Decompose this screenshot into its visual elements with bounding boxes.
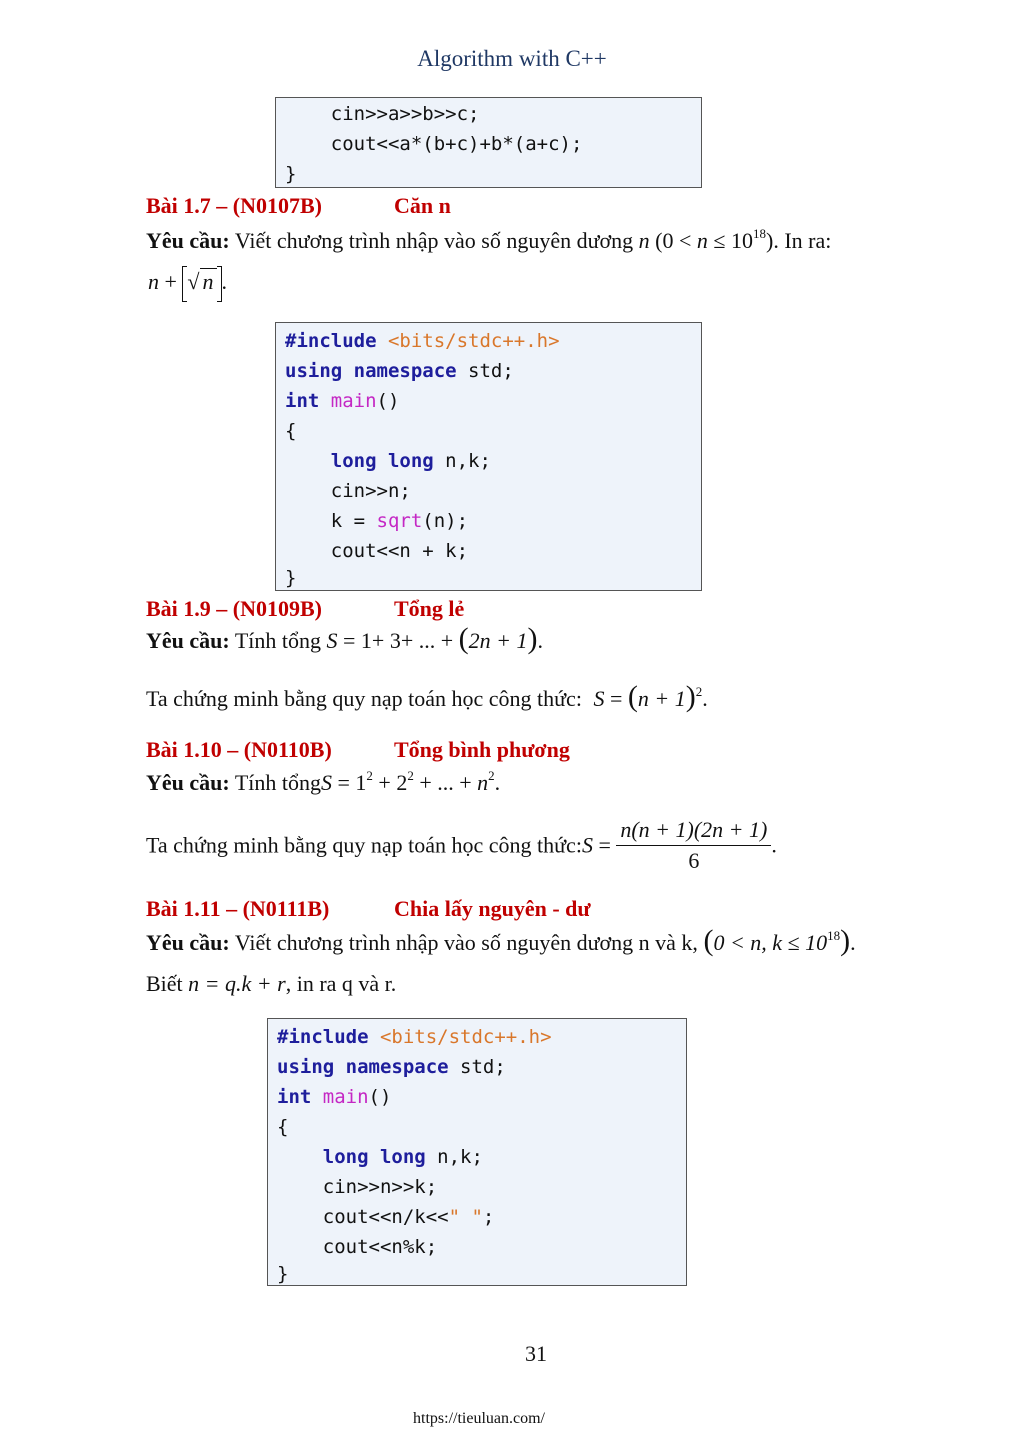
code-block-fragment [275, 97, 702, 188]
code-line: } [277, 1263, 289, 1285]
math-formula: n + 1 [637, 686, 686, 711]
code-line: } [285, 163, 297, 185]
math-formula: + 2 [372, 770, 408, 795]
requirement-text: Tính tổng [234, 628, 321, 653]
code-line: { [277, 1116, 289, 1138]
code-line: } [285, 567, 297, 589]
math-var: S [593, 686, 605, 711]
math-var: S [326, 628, 338, 653]
fraction-numerator: n(n + 1)(2n + 1) [616, 815, 771, 846]
math-var: n [477, 770, 489, 795]
code-line: cin>>n; [285, 480, 411, 502]
math-var: n [638, 228, 650, 253]
exercise-requirement [146, 924, 856, 957]
exercise-title: Bài 1.11 – (N0111B) [146, 896, 330, 921]
requirement-line-2 [146, 971, 396, 997]
math-paren: ) [685, 680, 696, 713]
math-var: S [581, 832, 593, 858]
requirement-text: Tính tổng [234, 770, 321, 795]
math-eq: = [598, 832, 611, 858]
requirement-text: Viết chương trình nhập vào số nguyên dương n và k, [234, 930, 698, 955]
math-var: n [148, 269, 159, 295]
math-var: S [321, 770, 332, 795]
math-formula: = 1+ 3+ ... + [343, 628, 454, 653]
code-line: cin>>a>>b>>c; [285, 103, 480, 125]
code-line: int main() [285, 390, 400, 412]
requirement-label: Yêu cầu: [146, 628, 230, 653]
math-period: . [702, 686, 708, 711]
requirement-tail: . In ra: [773, 228, 832, 253]
requirement-label: Yêu cầu: [146, 930, 230, 955]
code-line: #include <bits/stdc++.h> [277, 1026, 552, 1048]
math-exponent: 2 [695, 684, 703, 699]
exercise-title: Bài 1.10 – (N0110B) [146, 737, 332, 762]
code-line: #include <bits/stdc++.h> [285, 330, 560, 352]
math-cond-close: ) [765, 228, 774, 253]
code-line: { [285, 420, 297, 442]
code-line: cin>>n>>k; [277, 1176, 438, 1198]
math-fraction [616, 815, 771, 876]
requirement-label: Yêu cầu: [146, 770, 230, 795]
proof-text: Ta chứng minh bằng quy nạp toán học công thức: [146, 832, 582, 858]
requirement-text: , in ra q và r. [285, 971, 397, 996]
math-period: . [221, 269, 227, 295]
page-number: 31 [525, 1341, 547, 1366]
requirement-label: Yêu cầu: [146, 228, 230, 253]
math-formula: = 1 [337, 770, 367, 795]
exercise-requirement [146, 228, 831, 254]
math-exponent: 2 [488, 768, 495, 783]
requirement-text: Biết [146, 971, 183, 996]
math-var: n [696, 228, 708, 253]
exercise-name: Chia lấy nguyên - dư [394, 896, 591, 921]
math-exponent: 2 [407, 768, 414, 783]
code-line: int main() [277, 1086, 392, 1108]
math-paren: ) [527, 622, 538, 655]
math-formula: n = q.k + r [188, 971, 286, 996]
exercise-name: Căn n [394, 193, 451, 218]
code-line: long long n,k; [322, 1146, 483, 1168]
exercise-title: Bài 1.7 – (N0107B) [146, 193, 322, 218]
exercise-requirement [146, 770, 500, 796]
math-paren: ) [840, 924, 851, 957]
math-period: . [494, 770, 501, 795]
math-cond-open: (0 < [655, 228, 692, 253]
code-line: using namespace std; [277, 1056, 506, 1078]
math-period: . [537, 628, 543, 653]
math-var: n [200, 268, 217, 294]
math-cond-rest: ≤ 10 [713, 228, 753, 253]
math-paren: ( [458, 622, 469, 655]
sqrt-symbol: √ [187, 269, 200, 295]
math-eq: = [609, 686, 623, 711]
code-line: using namespace std; [285, 360, 514, 382]
math-period: . [850, 930, 856, 955]
math-exponent: 18 [827, 928, 841, 943]
code-line: k = sqrt(n); [285, 510, 469, 532]
proof-line [146, 680, 708, 713]
math-exponent: 18 [752, 226, 766, 241]
code-line: cout<<n + k; [285, 540, 469, 562]
math-plus: + [164, 269, 177, 295]
exercise-requirement [146, 622, 543, 655]
math-period: . [771, 832, 777, 858]
math-expression [148, 266, 227, 302]
code-line: long long n,k; [330, 450, 491, 472]
exercise-name: Tổng bình phương [394, 737, 570, 762]
running-header: Algorithm with C++ [417, 46, 607, 71]
exercise-title: Bài 1.9 – (N0109B) [146, 596, 322, 621]
math-paren: ( [703, 924, 714, 957]
math-formula: + ... + [413, 770, 478, 795]
requirement-text: Viết chương trình nhập vào số nguyên dương [234, 228, 634, 253]
exercise-name: Tổng lẻ [394, 596, 465, 621]
math-paren: ( [627, 680, 638, 713]
fraction-denominator: 6 [688, 848, 700, 873]
code-line: cout<<n%k; [277, 1236, 438, 1258]
code-line: cout<<n/k<<" "; [277, 1206, 495, 1228]
footer-url[interactable]: https://tieuluan.com/ [413, 1410, 545, 1427]
math-formula: 0 < n, k ≤ 10 [713, 930, 828, 955]
proof-text: Ta chứng minh bằng quy nạp toán học công thức: [146, 686, 582, 711]
math-exponent: 2 [366, 768, 373, 783]
proof-line [146, 815, 777, 876]
math-formula: 2n + 1 [468, 628, 528, 653]
code-line: cout<<a*(b+c)+b*(a+c); [285, 133, 583, 155]
code-block [275, 322, 702, 591]
code-block [267, 1018, 687, 1286]
